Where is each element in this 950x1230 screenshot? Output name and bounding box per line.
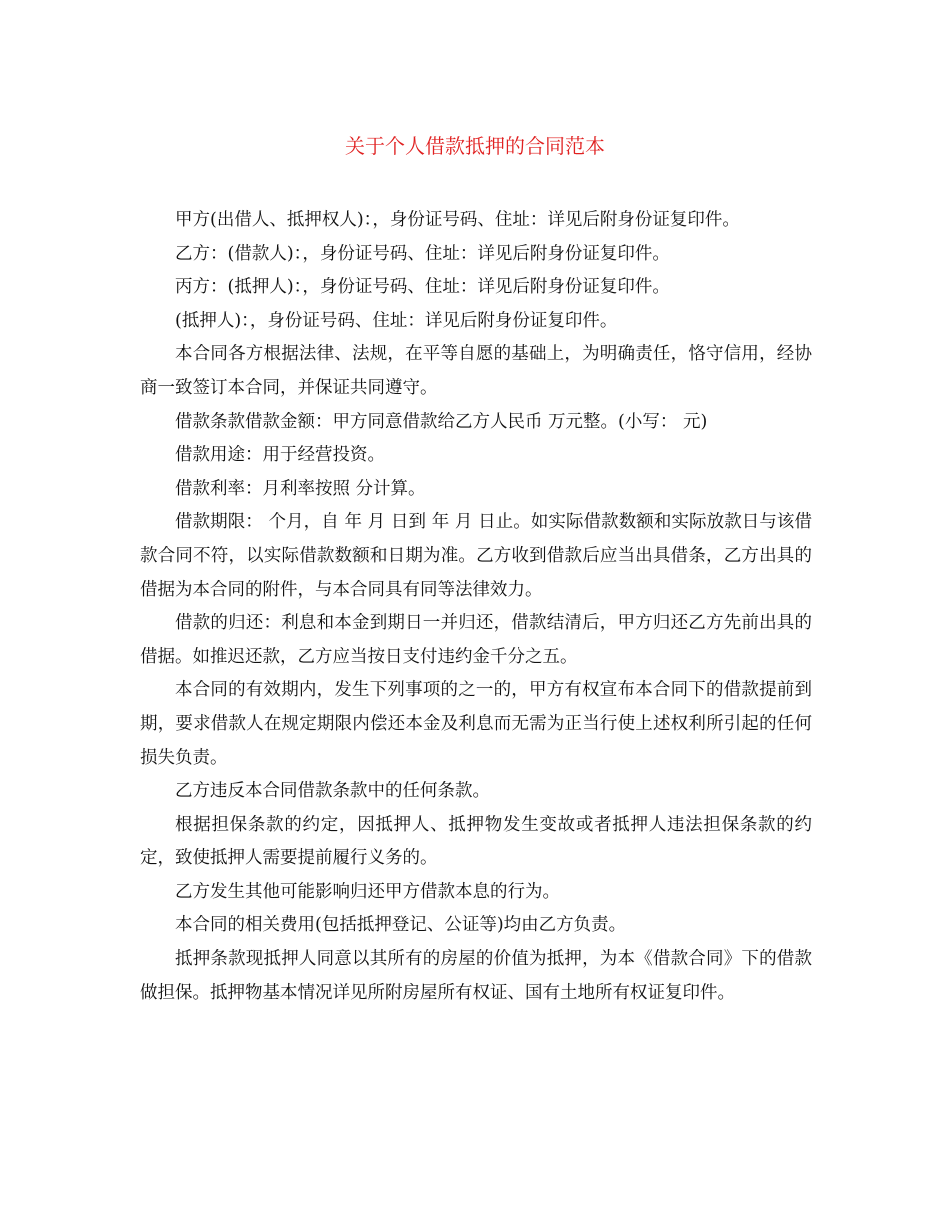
document-title: 关于个人借款抵押的合同范本 [345, 134, 605, 158]
paragraph-loan-purpose: 借款用途：用于经营投资。 [175, 445, 385, 466]
paragraph-breach: 乙方违反本合同借款条款中的任何条款。 [175, 781, 490, 802]
paragraph-party-a: 甲方(出借人、抵押权人)：，身份证号码、住址：详见后附身份证复印件。 [175, 210, 740, 230]
paragraph-loan-term: 借款期限： 个月，自 年 月 日到 年 月 日止。如实际借款数额和实际放款日与该借款合同不符，以实际借款数额和日期为准。乙方收到借款后应当出具借条，乙方出具的借据为本合同的附件，与本合同具有同等法律效力。 [140, 512, 812, 600]
paragraph-mortgage-terms: 抵押条款现抵押人同意以其所有的房屋的价值为抵押，为本《借款合同》下的借款做担保。抵押物基本情况详见所附房屋所有权证、国有土地所有权证复印件。 [140, 949, 812, 1003]
paragraph-interest-rate: 借款利率：月利率按照 分计算。 [175, 478, 426, 499]
paragraph-mortgagor: (抵押人)：，身份证号码、住址：详见后附身份证复印件。 [175, 310, 618, 331]
paragraph-loan-amount: 借款条款借款金额：甲方同意借款给乙方人民币 万元整。(小写： 元) [175, 411, 708, 432]
paragraph-guarantee: 根据担保条款的约定，因抵押人、抵押物发生变故或者抵押人违法担保条款的约定，致使抵押人需要提前履行义务的。 [140, 814, 812, 869]
paragraph-repayment: 借款的归还：利息和本金到期日一并归还，借款结清后，甲方归还乙方先前出具的借据。如推迟还款，乙方应当按日支付违约金千分之五。 [140, 613, 812, 667]
paragraph-preamble: 本合同各方根据法律、法规，在平等自愿的基础上，为明确责任，恪守信用，经协商一致签订本合同，并保证共同遵守。 [140, 344, 812, 398]
paragraph-other-acts: 乙方发生其他可能影响归还甲方借款本息的行为。 [175, 881, 560, 902]
paragraph-fees: 本合同的相关费用(包括抵押登记、公证等)均由乙方负责。 [175, 915, 627, 936]
paragraph-party-c: 丙方：(抵押人)：，身份证号码、住址：详见后附身份证复印件。 [175, 277, 670, 298]
paragraph-party-b: 乙方：(借款人)：，身份证号码、住址：详见后附身份证复印件。 [175, 243, 670, 264]
paragraph-acceleration: 本合同的有效期内，发生下列事项的之一的，甲方有权宣布本合同下的借款提前到期，要求借款人在规定期限内偿还本金及利息而无需为正当行使上述权利所引起的任何损失负责。 [140, 680, 812, 768]
document-body [140, 204, 812, 1010]
